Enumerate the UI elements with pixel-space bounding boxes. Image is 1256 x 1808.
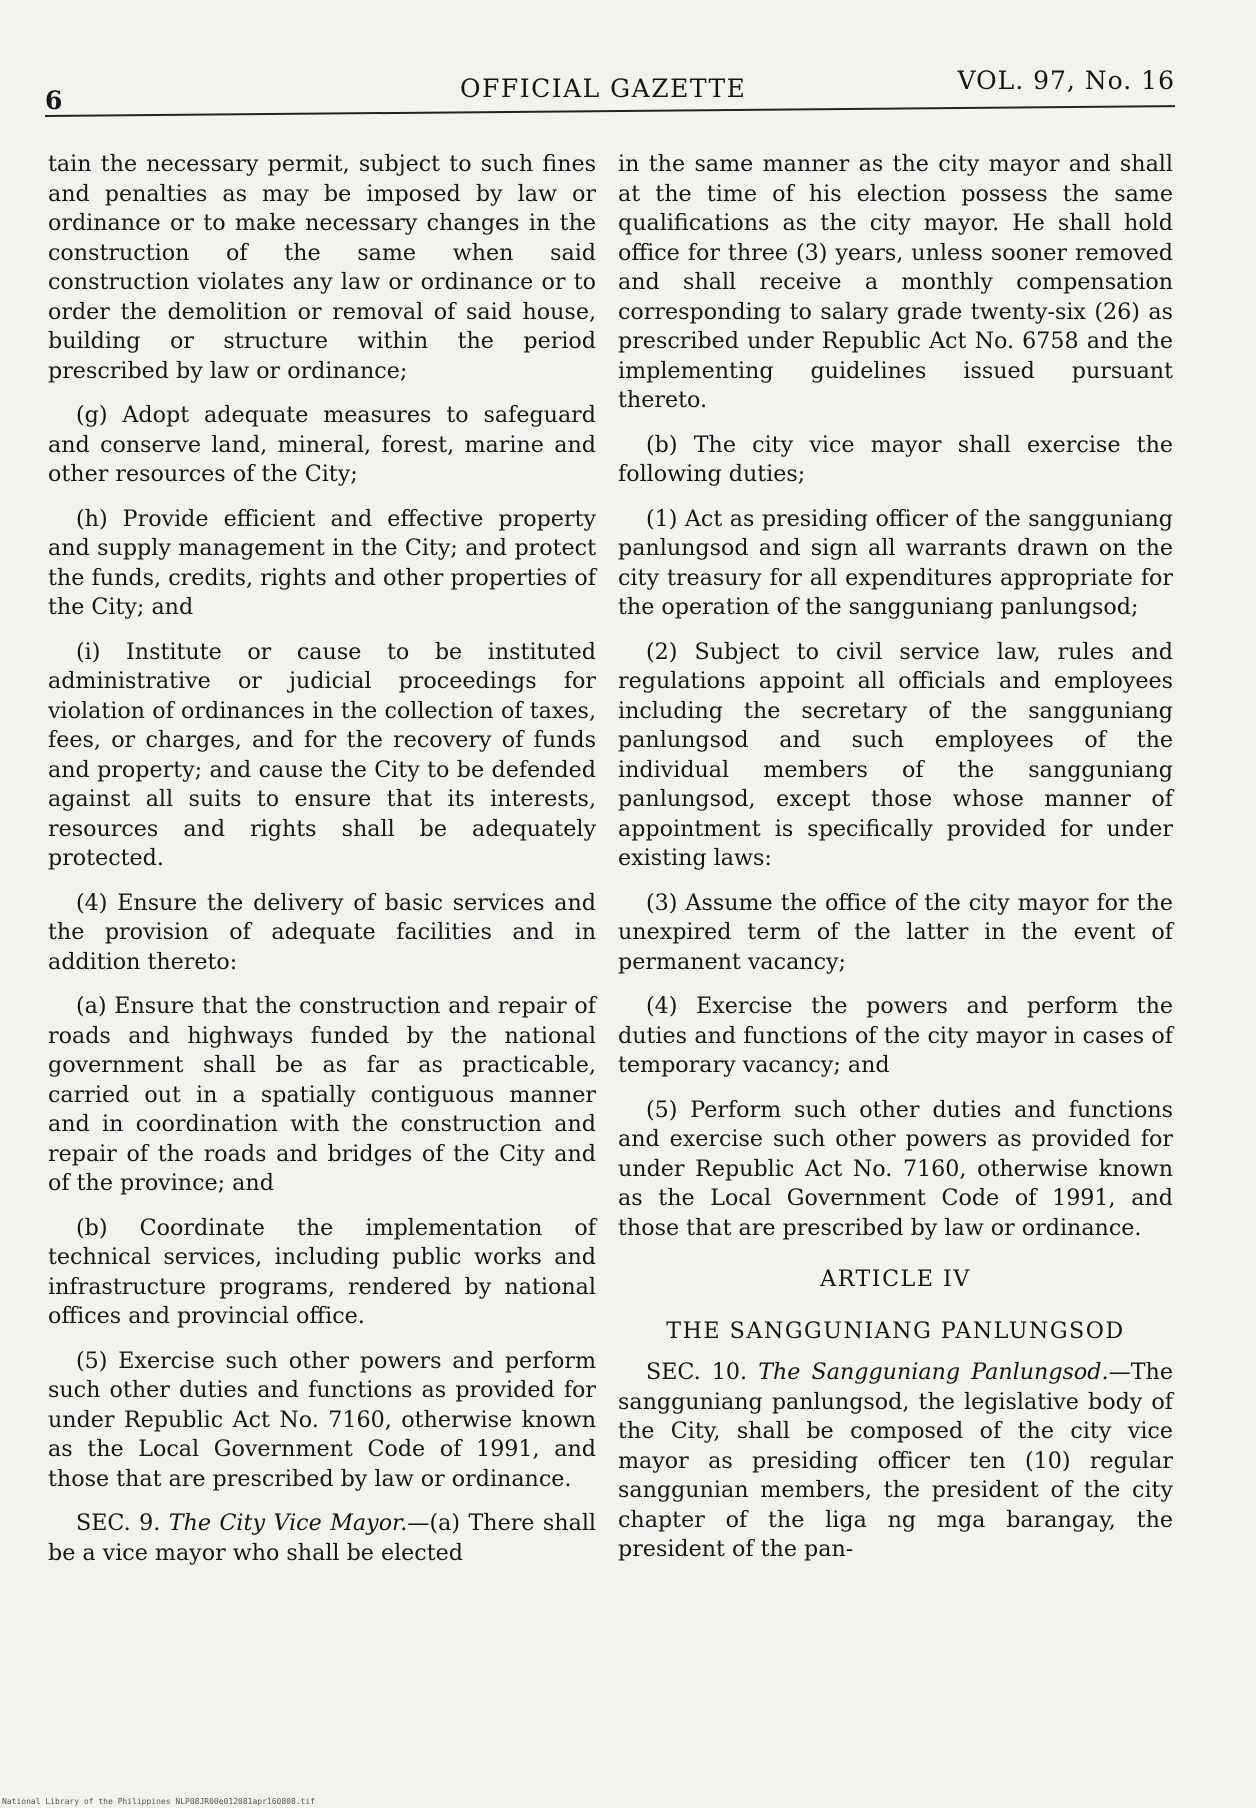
section-label: SEC. 10.	[646, 1359, 748, 1385]
paragraph: tain the necessary permit, subject to such fines and penalties as may be imposed by law or ordinance or to make necessary changes in the construction of the same when said construction violates any law or ordinance or to order the demolition or removal of said house, building or structure within the period prescribed by law or ordinance;	[48, 151, 596, 384]
paragraph: (4) Exercise the powers and perform the duties and functions of the city mayor in cases of temporary vacancy; and	[618, 993, 1173, 1078]
scan-footer: National Library of the Philippines NLP08JR00e012081apr160808.tif	[2, 1797, 316, 1806]
section-title: The City Vice Mayor.	[168, 1510, 408, 1536]
section-text: —The sangguniang panlungsod, the legislative body of the City, shall be composed of the city vice mayor as presiding officer ten (10) regular sanggunian members, the president of the city chapter of the liga ng mga barangay, the president of the pan-	[618, 1359, 1173, 1562]
article-heading: ARTICLE IV	[820, 1266, 971, 1292]
paragraph: (5) Perform such other duties and functions and exercise such other powers as provided for under Republic Act No. 7160, otherwise known as the Local Government Code of 1991, and those that are prescribed by law or ordinance.	[618, 1096, 1173, 1241]
section-label: SEC. 9.	[76, 1510, 161, 1536]
publication-title: OFFICIAL GAZETTE	[460, 74, 747, 103]
paragraph: in the same manner as the city mayor and shall at the time of his election possess the same qualifications as the city mayor. He shall hold office for three (3) years, unless sooner removed and shall receive a monthly compensation corresponding to salary grade twenty-six (26) as prescribed under Republic Act No. 6758 and the implementing guidelines issued pursuant thereto.	[618, 151, 1173, 413]
paragraph: (3) Assume the office of the city mayor for the unexpired term of the latter in the event of permanent vacancy;	[618, 889, 1173, 975]
paragraph: (4) Ensure the delivery of basic services and the provision of adequate facilities and in addition thereto:	[48, 889, 596, 975]
page-header	[45, 60, 1175, 115]
volume-number: VOL. 97, No. 16	[957, 66, 1175, 95]
section-10	[618, 1358, 1173, 1565]
right-column	[618, 150, 1173, 1580]
paragraph: (1) Act as presiding officer of the sangguniang panlungsod and sign all warrants drawn on the city treasury for all expenditures appropriate for the operation of the sangguniang panlungsod;	[618, 505, 1173, 620]
paragraph: (5) Exercise such other powers and perform such other duties and functions as provided for under Republic Act No. 7160, otherwise known as the Local Government Code of 1991, and those that are prescribed by law or ordinance.	[48, 1347, 596, 1492]
paragraph: (i) Institute or cause to be instituted administrative or judicial proceedings for violation of ordinances in the collection of taxes, fees, or charges, and for the recovery of funds and property; and cause the City to be defended against all suits to ensure that its interests, resources and rights shall be adequately protected.	[48, 638, 596, 871]
section-title: The Sangguniang Panlungsod.	[758, 1359, 1109, 1385]
paragraph: (b) Coordinate the implementation of technical services, including public works and infrastructure programs, rendered by national offices and provincial office.	[48, 1214, 596, 1329]
left-column	[48, 150, 596, 1583]
paragraph: (b) The city vice mayor shall exercise the following duties;	[618, 431, 1173, 487]
section-9	[48, 1509, 596, 1568]
paragraph: (g) Adopt adequate measures to safeguard and conserve land, mineral, forest, marine and other resources of the City;	[48, 402, 596, 487]
paragraph: (2) Subject to civil service law, rules and regulations appoint all officials and employees including the secretary of the sangguniang panlungsod and such employees of the individual members of the sangguniang panlungsod, except those whose manner of appointment is specifically provided for under existing laws:	[618, 638, 1173, 871]
paragraph: (h) Provide efficient and effective property and supply management in the City; and protect the funds, credits, rights and other properties of the City; and	[48, 505, 596, 620]
article-title: THE SANGGUNIANG PANLUNGSOD	[666, 1317, 1125, 1344]
section-text: —(a) There shall be a vice mayor who shall be elected	[48, 1510, 597, 1566]
page-number: 6	[45, 86, 63, 115]
paragraph: (a) Ensure that the construction and repair of roads and highways funded by the national government shall be as far as practicable, carried out in a spatially contiguous manner and in coordination with the construction and repair of the roads and bridges of the City and of the province; and	[48, 993, 596, 1196]
